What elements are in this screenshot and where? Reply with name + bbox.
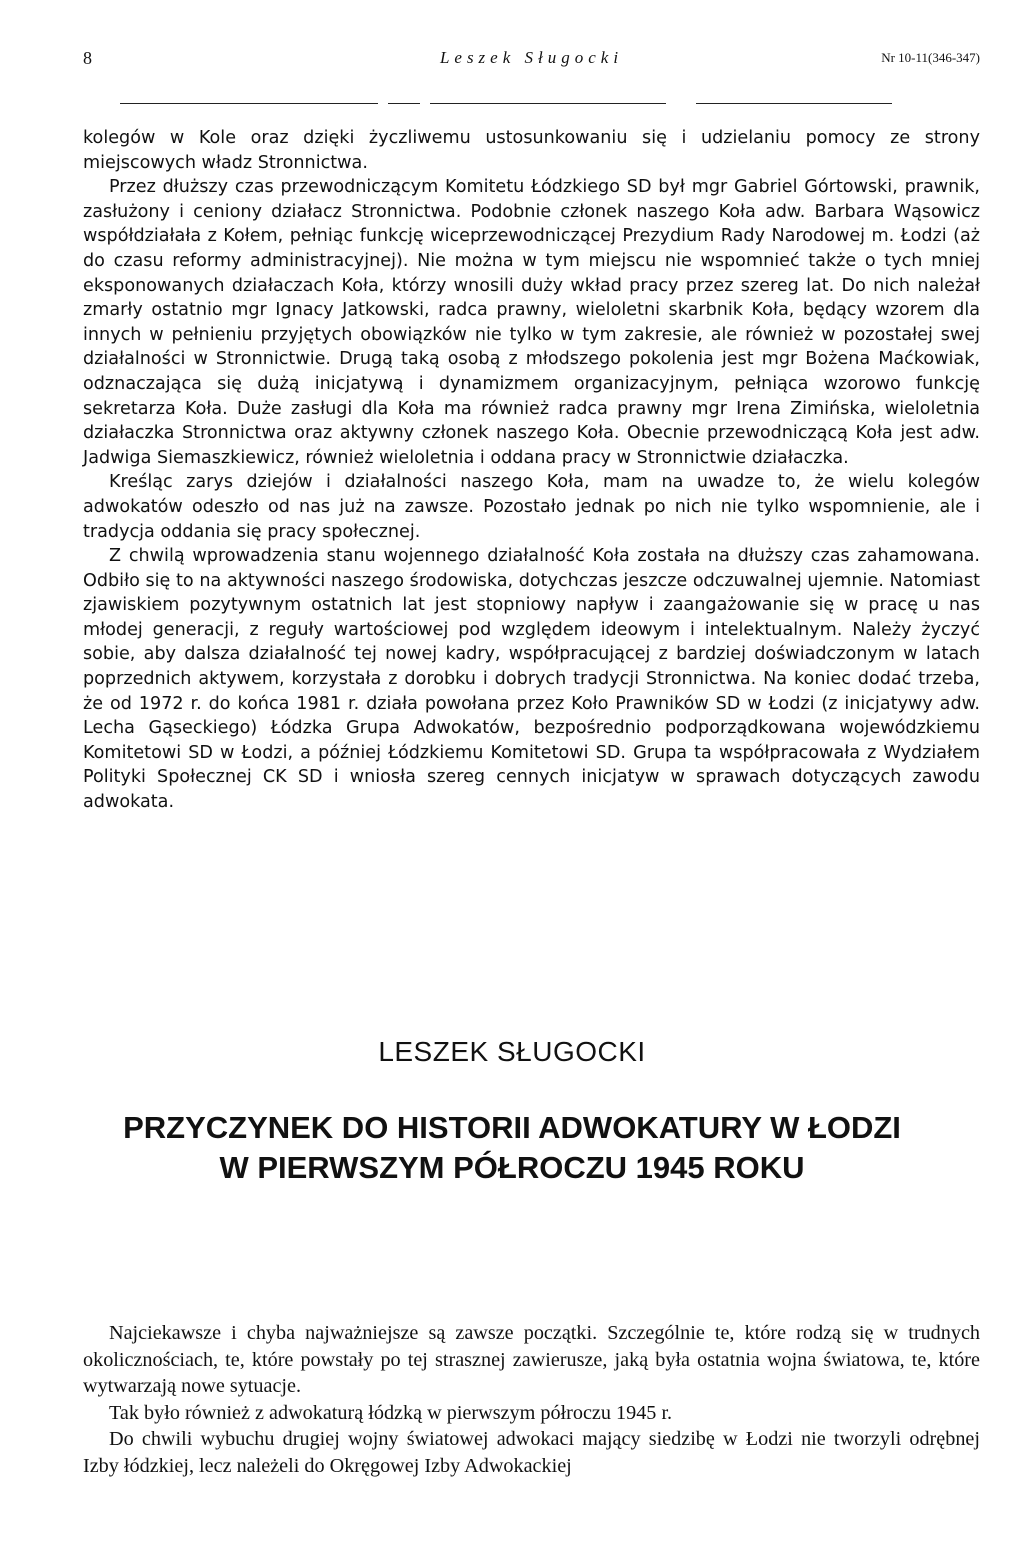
article-title <box>0 1108 1024 1188</box>
header-rule-middle <box>430 103 666 104</box>
page-number: 8 <box>83 48 92 68</box>
paragraph: Tak było również z adwokaturą łódzką w pierwszym półroczu 1945 r. <box>109 1401 673 1424</box>
paragraph: Kreśląc zarys dziejów i działalności naszego Koła, mam na uwadze to, że wielu kolegów adwokatów odeszło od nas już na zawsze. Pozostało jednak po nich nie tylko wspomnienie, ale i tradycja oddania się pracy społecznej. <box>83 472 980 542</box>
paragraph: kolegów w Kole oraz dzięki życzliwemu ustosunkowaniu się i udzielaniu pomocy ze strony miejscowych władz Stronnictwa. <box>83 128 980 173</box>
new-article-text <box>83 1320 980 1480</box>
running-author: Leszek Sługocki <box>439 48 624 67</box>
running-header <box>83 48 980 76</box>
continued-article-text <box>83 126 980 815</box>
paragraph: Z chwilą wprowadzenia stanu wojennego działalność Koła została na dłuższy czas zahamowana. Odbiło się to na aktywności naszego środowiska, dotychczas jeszcze odczuwalnej ujemnie. Natomiast zjawiskiem pozytywnym ostatnich lat jest stopniowy napływ i zaangażowanie się w pracę u nas młodej generacji, z reguły wartościowej pod względem ideowym i intelektualnym. Należy życzyć sobie, aby dalsza działalność tej nowej kadry, współpracującej z bardziej doświadczonym w latach poprzednich aktywem, korzystała z dorobku i dobrych tradycji Stronnictwa. Na koniec dodać trzeba, że od 1972 r. do końca 1981 r. działa powołana przez Koło Prawników SD w Łodzi (z inicjatywy adw. Lecha Gąseckiego) Łódzka Grupa Adwokatów, bezpośrednio podporządkowana wojewódzkiemu Komitetowi SD w Łodzi, a później Łódzkiemu Komitetowi SD. Grupa ta współpracowała z Wydziałem Polityki Społecznej CK SD i wniosła szereg cennych inicjatyw w sprawach dotyczących zawodu adwokata. <box>83 546 980 813</box>
article-title-line: W PIERWSZYM PÓŁROCZU 1945 ROKU <box>219 1150 805 1185</box>
header-rule-dash <box>388 103 420 104</box>
header-rule-left <box>120 103 378 104</box>
paragraph: Przez dłuższy czas przewodniczącym Komitetu Łódzkiego SD był mgr Gabriel Górtowski, prawnik, zasłużony i ceniony działacz Stronnictwa. Podobnie członek naszego Koła adw. Barbara Wąsowicz współdziałała z Kołem, pełniąc funkcję wiceprzewodniczącej Prezydium Rady Narodowej m. Łodzi (aż do czasu reformy administracyjnej). Nie można w tym miejscu nie wspomnieć także o tych mniej eksponowanych działaczach Koła, którzy wnosili duży wkład pracy przez szereg lat. Do nich należał zmarły ostatnio mgr Ignacy Jatkowski, radca prawny, wieloletni skarbnik Koła, będący wzorem dla innych w pełnieniu przyjętych obowiązków nie tylko w tym zakresie, ale również w pozostałej swej działalności w Stronnictwie. Drugą taką osobą z młodszego pokolenia jest mgr Bożena Maćkowiak, odznaczająca się dużą inicjatywą i dynamizmem organizacyjnym, pełniąca wzorowo funkcję sekretarza Koła. Duże zasługi dla Koła ma również radca prawny mgr Irena Zimińska, wieloletnia działaczka Stronnictwa oraz aktywny członek naszego Koła. Obecnie przewodniczącą Koła jest adw. Jadwiga Siemaszkiewicz, również wieloletnia i oddana pracy w Stronnictwie działaczka. <box>83 177 980 468</box>
header-rule-right <box>696 103 892 104</box>
article-byline: LESZEK SŁUGOCKI <box>378 1036 646 1067</box>
paragraph: Do chwili wybuchu drugiej wojny światowej adwokaci mający siedzibę w Łodzi nie tworzyli odrębnej Izby łódzkiej, lecz należeli do Okręgowej Izby Adwokackiej <box>83 1428 980 1477</box>
paragraph: Najciekawsze i chyba najważniejsze są zawsze początki. Szczególnie te, które rodzą się w trudnych okolicznościach, te, które powstały po tej strasznej zawierusze, jaką była ostatnia wojna światowa, te, które wytwarzają nowe sytuacje. <box>83 1322 980 1398</box>
issue-number: Nr 10-11(346-347) <box>881 50 980 65</box>
article-title-line: PRZYCZYNEK DO HISTORII ADWOKATURY W ŁODZI <box>123 1110 901 1145</box>
